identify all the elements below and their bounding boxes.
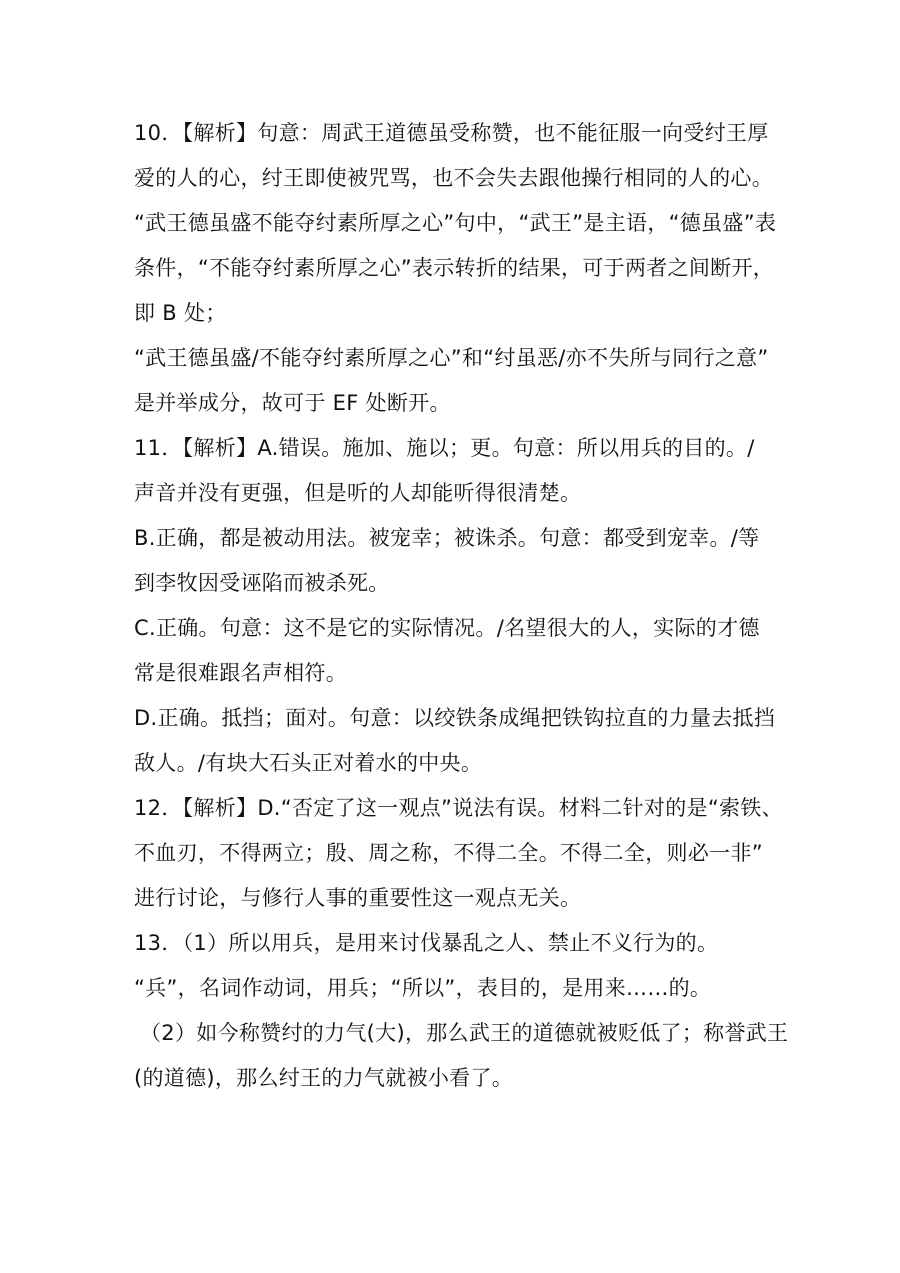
q13-part-1-note: “兵”，名词作动词，用兵；“所以”，表目的，是用来……的。	[134, 976, 712, 1000]
q10-line-3: “武王德虽盛不能夺纣素所厚之心”句中，“武王”是主语，“德虽盛”表	[134, 211, 777, 235]
q11-option-b-line-1: B.正确，都是被动用法。被宠幸；被诛杀。句意：都受到宠幸。/等	[134, 526, 760, 550]
q10-line-1: 10．【解析】句意：周武王道德虽受称赞，也不能征服一向受纣王厚	[134, 121, 769, 145]
q11-option-c-line-1: C.正确。句意：这不是它的实际情况。/名望很大的人，实际的才德	[134, 616, 760, 640]
q10-line-7: 是并举成分，故可于 EF 处断开。	[134, 391, 451, 415]
q13-part-1-line: 13．（1）所以用兵，是用来讨伐暴乱之人、禁止不义行为的。	[134, 931, 719, 955]
q11-option-d-line-1: D.正确。抵挡；面对。句意：以绞铁条成绳把铁钩拉直的力量去抵挡	[134, 706, 776, 730]
q11-option-b-line-2: 到李牧因受诬陷而被杀死。	[134, 571, 390, 595]
q10-line-2: 爱的人的心，纣王即使被咒骂，也不会失去跟他操行相同的人的心。	[134, 166, 773, 190]
q12-line-3: 进行讨论，与修行人事的重要性这一观点无关。	[134, 886, 582, 910]
q13-part-2-line-2: (的道德)，那么纣王的力气就被小看了。	[134, 1066, 514, 1090]
q11-option-c-line-2: 常是很难跟名声相符。	[134, 661, 347, 685]
q12-line-1: 12．【解析】D.“否定了这一观点”说法有误。材料二针对的是“索铁、	[134, 796, 783, 820]
q11-option-d-line-2: 敌人。/有块大石头正对着水的中央。	[134, 751, 483, 775]
q13-part-2-line-1: （2）如今称赞纣的力气(大)，那么武王的道德就被贬低了；称誉武王	[140, 1021, 789, 1045]
q10-line-6: “武王德虽盛/不能夺纣素所厚之心”和“纣虽恶/亦不失所与同行之意”	[134, 346, 769, 370]
q11-line-1: 11．【解析】A.错误。施加、施以；更。句意：所以用兵的目的。/	[134, 436, 755, 460]
q10-line-4: 条件，“不能夺纣素所厚之心”表示转折的结果，可于两者之间断开，	[134, 256, 775, 280]
q12-line-2: 不血刃，不得两立；殷、周之称，不得二全。不得二全，则必一非”	[134, 841, 763, 865]
q11-line-2: 声音并没有更强，但是听的人却能听得很清楚。	[134, 481, 582, 505]
q10-line-5: 即 B 处；	[134, 301, 227, 325]
